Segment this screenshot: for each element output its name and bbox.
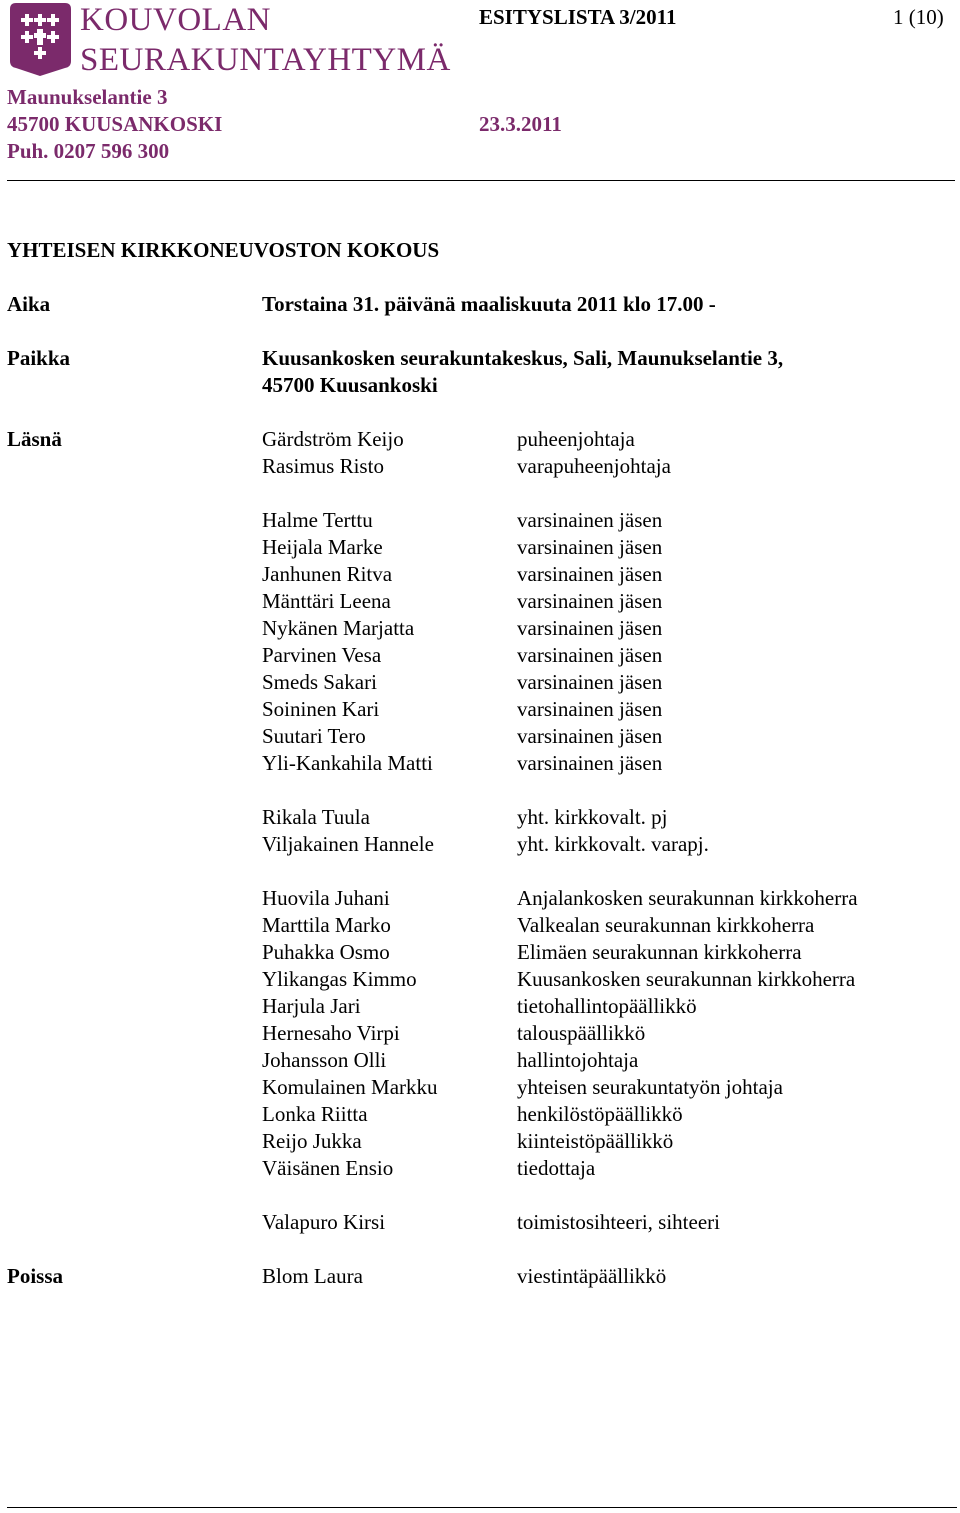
organization-logo bbox=[4, 0, 450, 86]
attendee-role: yhteisen seurakuntatyön johtaja bbox=[517, 1075, 783, 1099]
attendee-role: varsinainen jäsen bbox=[517, 724, 663, 748]
cross-emblem-icon bbox=[10, 3, 71, 76]
document-title: ESITYSLISTA 3/2011 bbox=[479, 5, 677, 29]
attendee-role: hallintojohtaja bbox=[517, 1048, 639, 1072]
attendee-role: yht. kirkkovalt. varapj. bbox=[517, 832, 709, 856]
absentee-role: viestintäpäällikkö bbox=[517, 1264, 667, 1288]
place-label: Paikka bbox=[7, 346, 71, 370]
attendee-role: varapuheenjohtaja bbox=[517, 454, 671, 478]
attendee-role: toimistosihteeri, sihteeri bbox=[517, 1210, 720, 1234]
attendee-name: Nykänen Marjatta bbox=[262, 616, 415, 640]
attendee-role: varsinainen jäsen bbox=[517, 643, 663, 667]
footer-divider bbox=[7, 1507, 957, 1508]
attendee-role: henkilöstöpäällikkö bbox=[517, 1102, 683, 1126]
attendee-role: talouspäällikkö bbox=[517, 1021, 646, 1045]
attendee-role: Valkealan seurakunnan kirkkoherra bbox=[517, 913, 815, 937]
attendee-name: Johansson Olli bbox=[262, 1048, 387, 1072]
attendee-role: varsinainen jäsen bbox=[517, 508, 663, 532]
attendee-name: Janhunen Ritva bbox=[262, 562, 393, 586]
attendee-role: tietohallintopäällikkö bbox=[517, 994, 697, 1018]
attendee-name: Väisänen Ensio bbox=[262, 1156, 394, 1180]
attendee-role: yht. kirkkovalt. pj bbox=[517, 805, 668, 829]
attendee-role: varsinainen jäsen bbox=[517, 535, 663, 559]
attendee-name: Smeds Sakari bbox=[262, 670, 377, 694]
present-label: Läsnä bbox=[7, 427, 62, 451]
attendee-name: Heijala Marke bbox=[262, 535, 383, 559]
absentee-name: Blom Laura bbox=[262, 1264, 363, 1288]
attendee-name: Halme Terttu bbox=[262, 508, 373, 532]
attendee-name: Harjula Jari bbox=[262, 994, 361, 1018]
attendee-name: Soininen Kari bbox=[262, 697, 380, 721]
attendee-role: varsinainen jäsen bbox=[517, 616, 663, 640]
attendee-name: Suutari Tero bbox=[262, 724, 366, 748]
time-label: Aika bbox=[7, 292, 51, 316]
attendee-name: Marttila Marko bbox=[262, 913, 391, 937]
attendee-role: varsinainen jäsen bbox=[517, 751, 663, 775]
attendee-name: Puhakka Osmo bbox=[262, 940, 390, 964]
attendee-name: Yli-Kankahila Matti bbox=[262, 751, 433, 775]
place-line1: Kuusankosken seurakuntakeskus, Sali, Maunukselantie 3, bbox=[262, 346, 784, 370]
address-street: Maunukselantie 3 bbox=[7, 85, 168, 109]
header-divider bbox=[7, 180, 955, 181]
phone-number: Puh. 0207 596 300 bbox=[7, 139, 170, 163]
time-value: Torstaina 31. päivänä maaliskuuta 2011 klo 17.00 - bbox=[262, 292, 716, 316]
attendee-name: Gärdström Keijo bbox=[262, 427, 404, 451]
attendee-role: tiedottaja bbox=[517, 1156, 596, 1180]
attendee-role: puheenjohtaja bbox=[517, 427, 635, 451]
attendee-name: Komulainen Markku bbox=[262, 1075, 438, 1099]
attendee-name: Mänttäri Leena bbox=[262, 589, 391, 613]
attendee-name: Parvinen Vesa bbox=[262, 643, 382, 667]
page-number: 1 (10) bbox=[893, 5, 944, 29]
logo-text-line2: SEURAKUNTAYHTYMÄ bbox=[80, 42, 451, 78]
attendee-name: Ylikangas Kimmo bbox=[262, 967, 417, 991]
attendee-name: Huovila Juhani bbox=[262, 886, 390, 910]
attendee-name: Reijo Jukka bbox=[262, 1129, 362, 1153]
attendee-role: Kuusankosken seurakunnan kirkkoherra bbox=[517, 967, 856, 991]
document-date: 23.3.2011 bbox=[479, 112, 562, 136]
attendee-role: Anjalankosken seurakunnan kirkkoherra bbox=[517, 886, 858, 910]
attendee-name: Rikala Tuula bbox=[262, 805, 370, 829]
attendee-role: varsinainen jäsen bbox=[517, 562, 663, 586]
attendee-role: varsinainen jäsen bbox=[517, 589, 663, 613]
attendee-name: Rasimus Risto bbox=[262, 454, 384, 478]
address-city: 45700 KUUSANKOSKI bbox=[7, 112, 223, 136]
meeting-title: YHTEISEN KIRKKONEUVOSTON KOKOUS bbox=[7, 238, 440, 262]
attendee-role: varsinainen jäsen bbox=[517, 697, 663, 721]
attendee-name: Hernesaho Virpi bbox=[262, 1021, 400, 1045]
attendee-name: Valapuro Kirsi bbox=[262, 1210, 386, 1234]
attendee-name: Viljakainen Hannele bbox=[262, 832, 434, 856]
place-line2: 45700 Kuusankoski bbox=[262, 373, 438, 397]
attendee-role: Elimäen seurakunnan kirkkoherra bbox=[517, 940, 802, 964]
attendee-role: kiinteistöpäällikkö bbox=[517, 1129, 674, 1153]
attendee-role: varsinainen jäsen bbox=[517, 670, 663, 694]
logo-text-line1: KOUVOLAN bbox=[80, 2, 271, 38]
attendee-name: Lonka Riitta bbox=[262, 1102, 368, 1126]
absent-label: Poissa bbox=[7, 1264, 64, 1288]
